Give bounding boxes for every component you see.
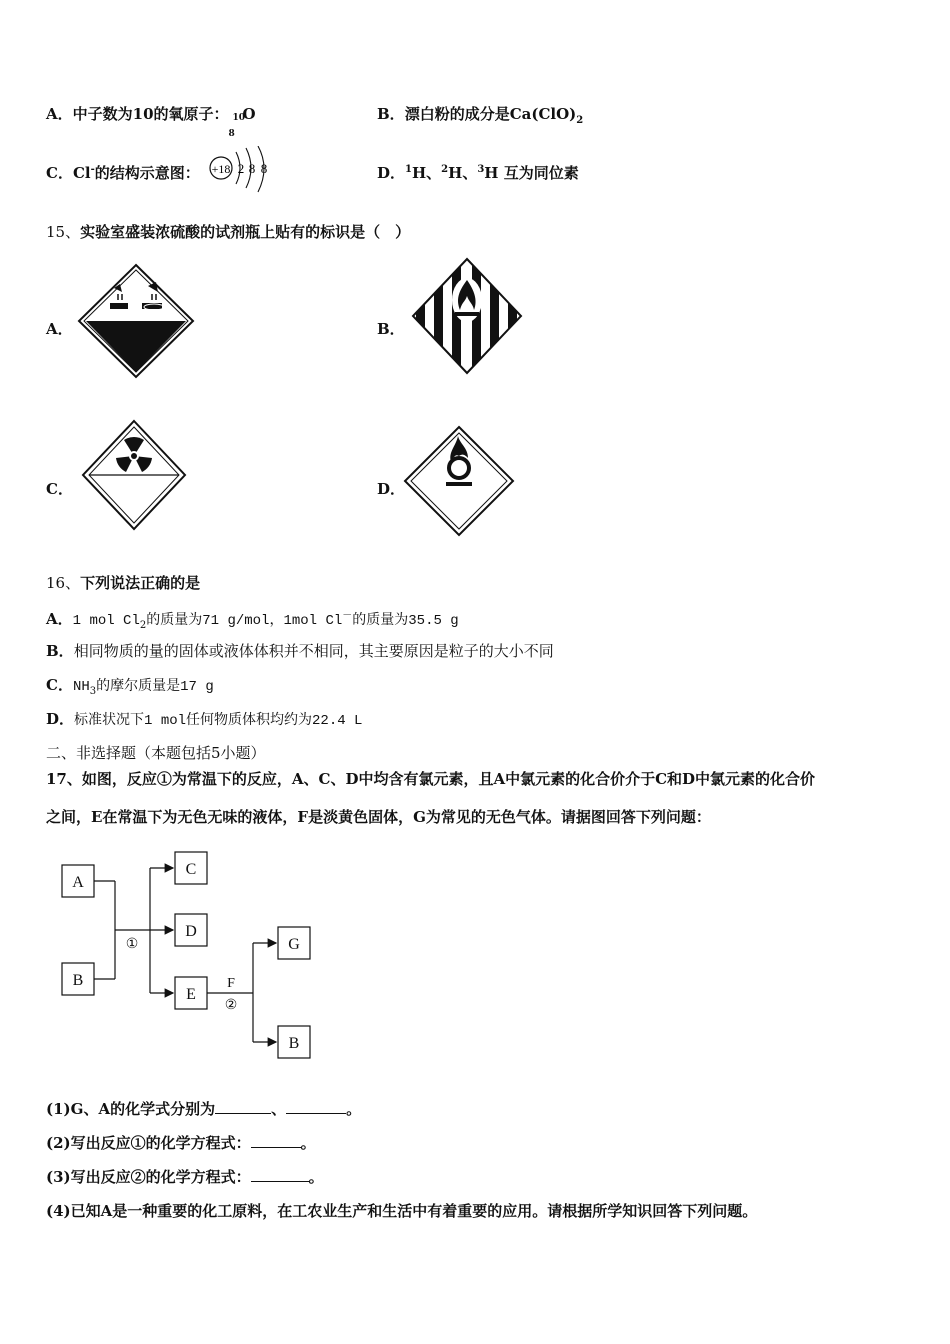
reaction-1-label: ①	[125, 937, 139, 952]
q14-option-b: B．漂白粉的成分是$Ca(ClO)_2$	[377, 105, 584, 126]
section-2-heading: 二、非选择题（本题包括5小题）	[46, 744, 266, 762]
svg-text:B: B	[72, 972, 84, 989]
q16-option-a: A．1 mol $Cl_2$的质量为71 g/mol，1mol Cl－的质量为35.5 g	[46, 610, 459, 631]
svg-text:A: A	[72, 874, 84, 891]
q15-label-d: D．	[377, 480, 406, 498]
answer-blank-a[interactable]	[286, 1101, 346, 1114]
reaction-flow-diagram	[55, 845, 335, 1065]
q15-label-b: B．	[377, 320, 405, 338]
svg-text:G: G	[288, 936, 300, 953]
reagent-f-label: F	[227, 976, 235, 991]
shell-1-electrons: 2	[237, 161, 245, 176]
answer-blank-g[interactable]	[215, 1101, 271, 1114]
q14-option-c: C．Cl-的结构示意图：	[46, 164, 200, 182]
answer-blank-equation-2[interactable]	[251, 1169, 309, 1182]
q17-sub-question-3: (3)写出反应②的化学方程式： 。	[46, 1168, 324, 1186]
q14-option-d: D．$^1$H、$^2$H、$^3$H 互为同位素	[377, 164, 579, 182]
q15-label-a: A．	[46, 320, 73, 338]
q17-sub-question-4: (4)已知A是一种重要的化工原料，在工农业生产和生活中有着重要的应用。请根据所学知识回答下列问题。	[46, 1202, 758, 1220]
cl-ion-structure-diagram	[208, 146, 278, 196]
q16-option-b: B．相同物质的量的固体或液体体积并不相同，其主要原因是粒子的大小不同	[46, 642, 554, 660]
svg-text:E: E	[186, 986, 196, 1003]
q15-stem: 15、实验室盛装浓硫酸的试剂瓶上贴有的标识是（ ）	[46, 223, 411, 241]
q16-option-d: D．标准状况下1 mol任何物质体积均约为22.4 L	[46, 710, 363, 729]
svg-text:B: B	[288, 1035, 300, 1052]
q16-stem: 16、下列说法正确的是	[46, 574, 201, 592]
q17-stem-line-1: 17、如图，反应①为常温下的反应，A、C、D中均含有氯元素，且A中氯元素的化合价介于C和D中氯元素的化合价	[46, 770, 816, 788]
radioactive-hazard-sign	[80, 418, 188, 532]
corrosive-hazard-sign	[76, 262, 196, 380]
oxidizer-hazard-sign	[402, 424, 516, 538]
svg-text:D: D	[185, 923, 197, 940]
shell-2-electrons: 8	[248, 161, 256, 176]
flammable-solid-hazard-sign	[410, 256, 524, 376]
q17-stem-line-2: 之间，E在常温下为无色无味的液体，F是淡黄色固体，G为常见的无色气体。请据图回答下列问题：	[46, 808, 711, 826]
svg-text:C: C	[185, 861, 197, 878]
q17-sub-question-2: (2)写出反应①的化学方程式： 。	[46, 1134, 316, 1152]
reaction-2-label: ②	[224, 998, 238, 1013]
q15-label-c: C．	[46, 480, 73, 498]
nucleus-charge: +18	[211, 162, 231, 176]
q14-option-a: A．中子数为10的氧原子： 10 8 O	[46, 105, 256, 139]
q16-option-c: C．$NH_3$的摩尔质量是17 g	[46, 676, 214, 697]
q17-sub-question-1: (1)G、A的化学式分别为 、 。	[46, 1100, 362, 1118]
answer-blank-equation-1[interactable]	[251, 1135, 301, 1148]
shell-3-electrons: 8	[260, 161, 268, 176]
